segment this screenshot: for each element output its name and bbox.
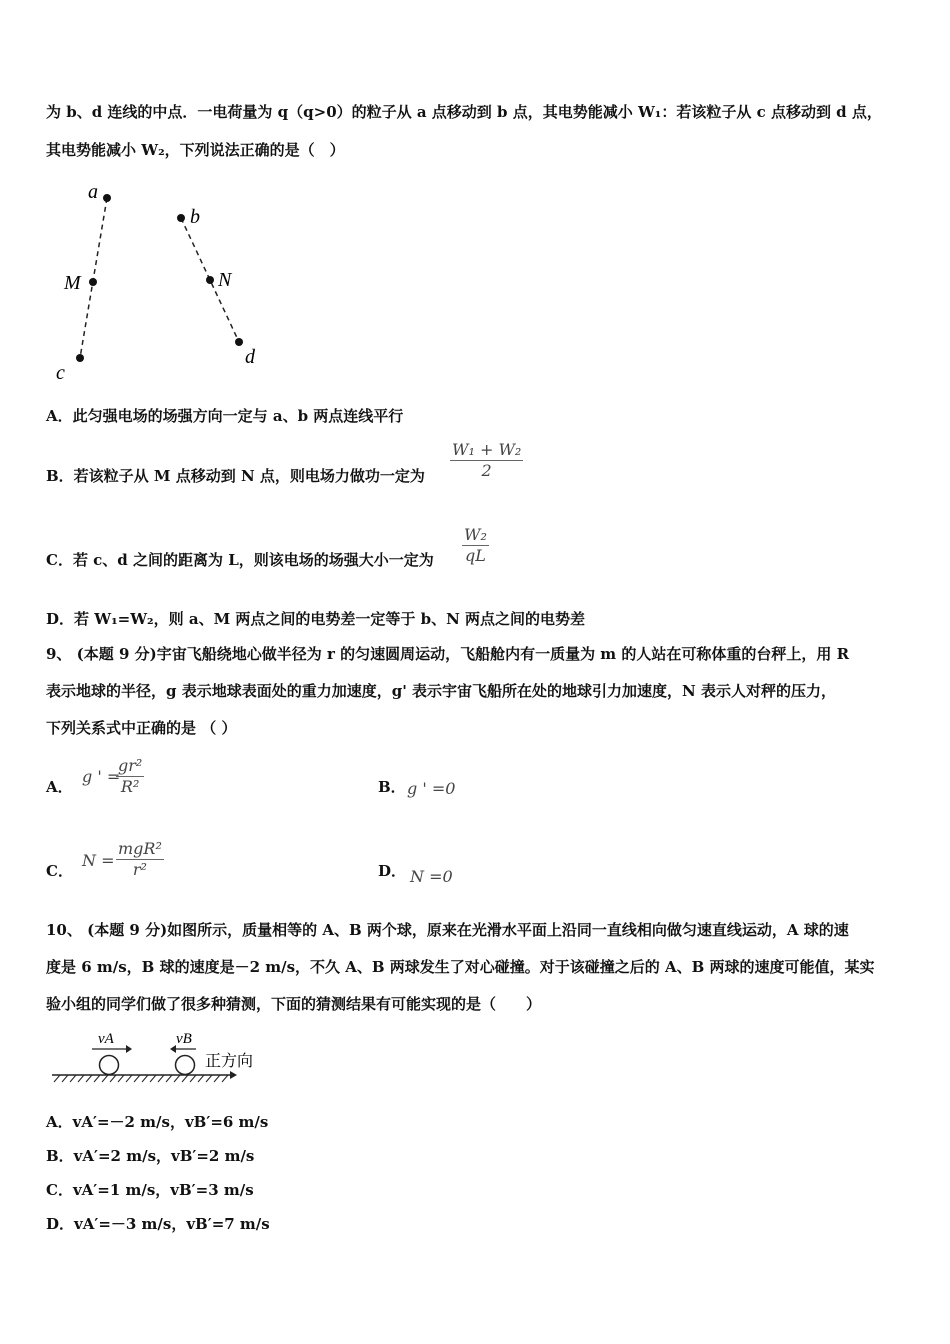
point-d (235, 338, 243, 346)
label-b: b (190, 206, 200, 228)
label-M: M (64, 272, 81, 294)
fraction-numerator: W₂ (464, 525, 487, 544)
q10-option-d: D．vA′=－3 m/s，vB′=7 m/s (46, 1215, 270, 1233)
q9-stem-line1: 9、 (本题 9 分)宇宙飞船绕地心做半径为 r 的匀速圆周运动，飞船舱内有一质量为 m 的人站在可称体重的台秤上，用 R (46, 645, 850, 663)
fraction-numerator: mgR² (118, 839, 162, 858)
ball-b (176, 1056, 195, 1075)
q8-option-a: A．此匀强电场的场强方向一定与 a、b 两点连线平行 (46, 407, 404, 425)
ball-a (100, 1056, 119, 1075)
q8-stem-line2: 其电势能减小 W₂，下列说法正确的是（ ） (46, 141, 345, 159)
q9-option-b-label: B． (378, 778, 406, 796)
q8-option-c: C．若 c、d 之间的距离为 L，则该电场的场强大小一定为 (46, 551, 434, 569)
q9-option-c-fraction (116, 839, 164, 880)
label-N: N (218, 269, 232, 291)
q9-stem-line3: 下列关系式中正确的是 （ ） (46, 719, 237, 737)
q9-option-b-expr: g ' =0 (407, 779, 456, 798)
point-a (103, 194, 111, 202)
arrow-vA-head (126, 1045, 132, 1053)
q9-option-c-label: C． (46, 862, 73, 880)
q10-option-c: C．vA′=1 m/s，vB′=3 m/s (46, 1181, 254, 1199)
q9-option-a-label: A． (46, 778, 73, 796)
fraction-denominator: qL (464, 546, 486, 565)
q9-option-a-lhs: g ' = (82, 767, 121, 786)
q8-figure (50, 180, 280, 385)
label-c: c (56, 362, 65, 384)
ground-arrow-head (230, 1071, 237, 1079)
q8-option-b-fraction (450, 440, 523, 481)
ground-hatching (54, 1075, 228, 1082)
point-c (76, 354, 84, 362)
q9-stem-line2: 表示地球的半径，g 表示地球表面处的重力加速度，g' 表示宇宙飞船所在处的地球引力加速度，N 表示人对秤的压力， (46, 682, 836, 700)
q10-option-a: A．vA′=－2 m/s，vB′=6 m/s (46, 1113, 269, 1131)
point-N (206, 276, 214, 284)
label-vA: vA (98, 1031, 114, 1047)
fraction-numerator: gr² (118, 756, 143, 775)
label-a: a (88, 181, 98, 203)
q10-stem-line2: 度是 6 m/s，B 球的速度是－2 m/s，不久 A、B 两球发生了对心碰撞。对于该碰撞之后的 A、B 两球的速度可能值，某实 (46, 958, 875, 976)
arrow-vB-head (170, 1045, 176, 1053)
q10-figure (48, 1028, 268, 1088)
point-M (89, 278, 97, 286)
label-vB: vB (176, 1031, 192, 1047)
q8-option-c-fraction (462, 525, 489, 566)
line-ac (80, 198, 107, 358)
q9-option-d-label: D． (378, 862, 407, 880)
q9-option-a-fraction (116, 756, 144, 797)
q10-stem-line1: 10、 (本题 9 分)如图所示，质量相等的 A、B 两个球，原来在光滑水平面上沿同一直线相向做匀速直线运动，A 球的速 (46, 921, 849, 939)
fraction-denominator: 2 (481, 461, 492, 480)
q8-stem-line1: 为 b、d 连线的中点．一电荷量为 q（q>0）的粒子从 a 点移动到 b 点，其电势能减小 W₁：若该粒子从 c 点移动到 d 点， (46, 103, 882, 121)
fraction-denominator: r² (132, 860, 147, 879)
fraction-numerator: W₁ + W₂ (452, 440, 522, 459)
point-b (177, 214, 185, 222)
q10-stem-line3: 验小组的同学们做了很多种猜测，下面的猜测结果有可能实现的是（ ） (46, 995, 542, 1013)
q8-option-d: D．若 W₁=W₂，则 a、M 两点之间的电势差一定等于 b、N 两点之间的电势差 (46, 610, 586, 628)
label-positive-direction: 正方向 (205, 1053, 254, 1070)
q10-option-b: B．vA′=2 m/s，vB′=2 m/s (46, 1147, 255, 1165)
q9-option-d-expr: N =0 (410, 867, 453, 886)
q9-option-c-lhs: N = (82, 851, 115, 870)
fraction-denominator: R² (120, 777, 140, 796)
q8-option-b: B．若该粒子从 M 点移动到 N 点，则电场力做功一定为 (46, 467, 425, 485)
label-d: d (245, 346, 255, 368)
